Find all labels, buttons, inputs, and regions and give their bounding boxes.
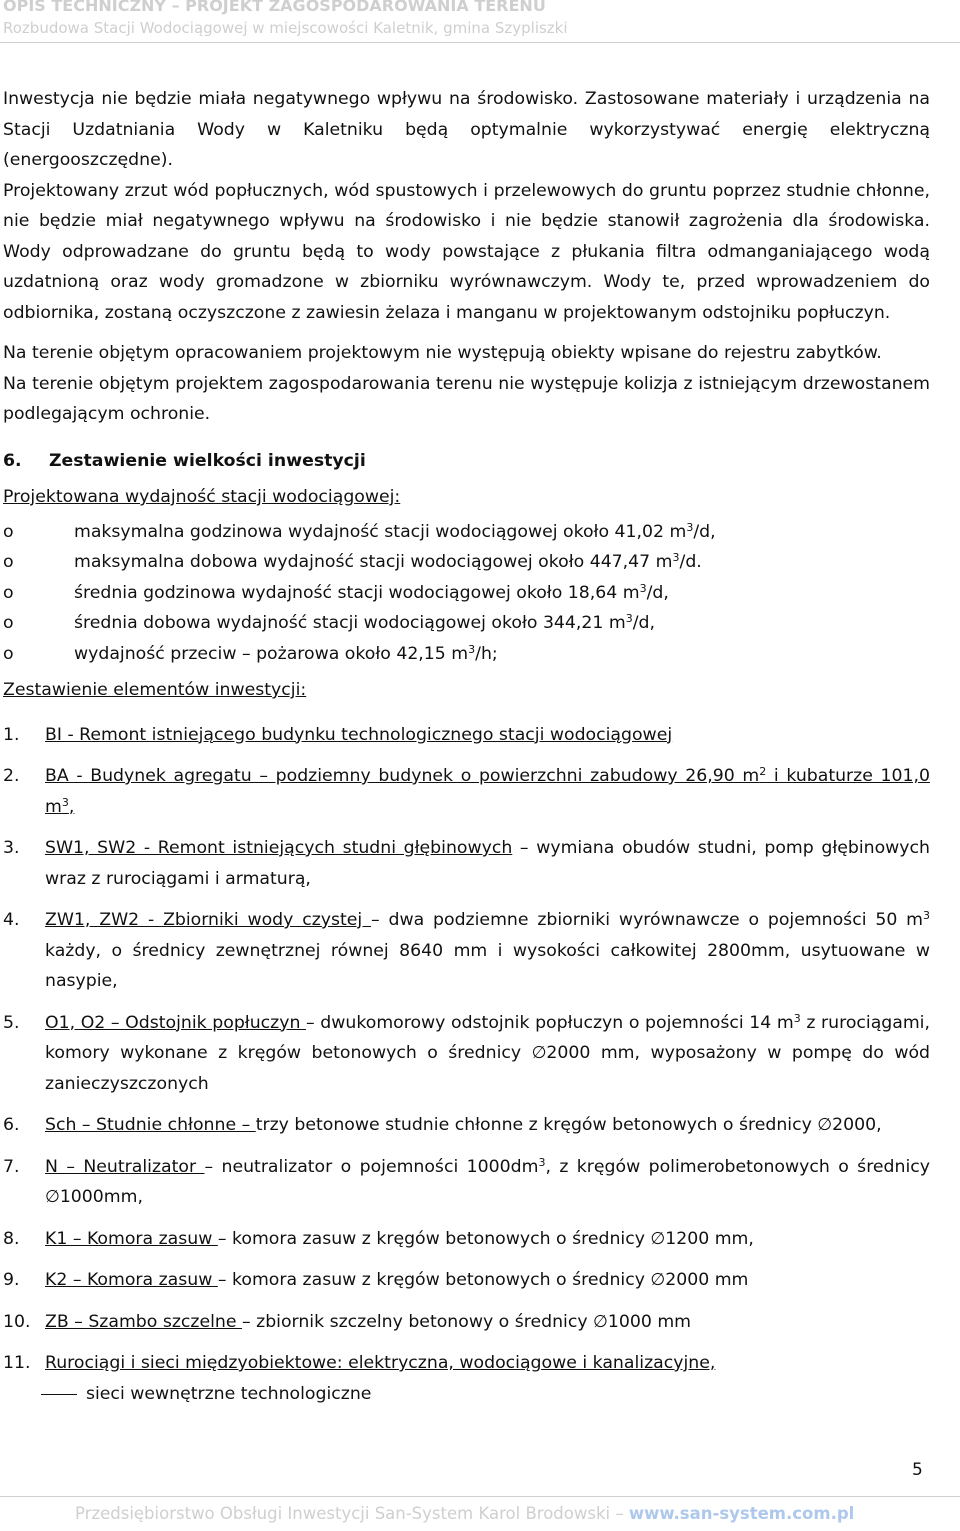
diameter-icon: ∅ bbox=[593, 1311, 608, 1332]
page-footer bbox=[0, 1496, 960, 1531]
list-item: 6. Sch – Studnie chłonne – trzy betonowe studnie chłonne z kręgów betonowych o średnicy ∅2000, bbox=[3, 1115, 882, 1135]
bullet-mark: o bbox=[3, 613, 14, 633]
elements-heading: Zestawienie elementów inwestycji: bbox=[3, 680, 307, 700]
item-label: BA - Budynek agregatu – podziemny budynek o powierzchni zabudowy 26,90 $m^2$ i kubaturze 101,0 $m^3$, bbox=[45, 765, 930, 817]
section-number: 6. bbox=[3, 450, 22, 471]
list-item: o średnia dobowa wydajność stacji wodociągowej około 344,21 $m^3/d$, bbox=[3, 608, 930, 639]
list-item: 8. K1 – Komora zasuw – komora zasuw z kręgów betonowych o średnicy ∅1200 mm, bbox=[3, 1228, 754, 1249]
list-item: 10. ZB – Szambo szczelne – zbiornik szczelny betonowy o średnicy ∅1000 mm bbox=[3, 1311, 692, 1332]
list-item: 5. O1, O2 – Odstojnik popłuczyn – dwukomorowy odstojnik popłuczyn o pojemności 14 $m^3$ z rurociągami, komory wykonane z kręgów betonowych o średnicy ∅2000 mm, wyposażony w pompę do wód zanieczyszczonych bbox=[3, 1011, 930, 1094]
list-item: o maksymalna godzinowa wydajność stacji wodociągowej około 41,02 $m^3/d$, bbox=[3, 517, 930, 548]
section-heading bbox=[3, 446, 930, 477]
dash-list-item: sieci wewnętrzne technologiczne bbox=[3, 1379, 930, 1410]
paragraph-wastewater: Projektowany zrzut wód popłucznych, wód spustowych i przelewowych do gruntu poprzez studnie chłonne, nie będzie miał negatywnego wpływu na środowisko i nie będzie stanowił zagrożenia dla środowiska. Wody odprowadzane do gruntu będą to wody powstające z płukania filtra odmanganiającego wodą uzdatnioną oraz wody gromadzone w zbiorniku wyrównawczym. Wody te, przed wprowadzeniem do odbiornika, zostaną oczyszczone z zawiesin żelaza i manganu w projektowanym odstojniku popłuczyn. bbox=[3, 180, 930, 323]
diameter-icon: ∅ bbox=[531, 1043, 547, 1063]
page-header bbox=[0, 0, 960, 43]
list-item: 1. BI - Remont istniejącego budynku technologicznego stacji wodociągowej bbox=[3, 724, 673, 745]
diameter-icon: ∅ bbox=[650, 1228, 666, 1249]
list-item: 2. BA - Budynek agregatu – podziemny budynek o powierzchni zabudowy 26,90 $m^2$ i kubaturze 101,0 $m^3$, bbox=[3, 765, 930, 817]
diameter-icon: ∅ bbox=[650, 1270, 666, 1290]
item-label: O1, O2 – Odstojnik popłuczyn bbox=[45, 1012, 307, 1033]
diameter-icon: ∅ bbox=[817, 1115, 833, 1135]
item-label: K2 – Komora zasuw bbox=[45, 1270, 218, 1290]
item-label: SW1, SW2 - Remont istniejących studni głębinowych bbox=[45, 838, 513, 858]
document-body bbox=[3, 84, 930, 1409]
bullet-mark: o bbox=[3, 521, 14, 542]
footer-text: Przedsiębiorstwo Obsługi Inwestycji San-System Karol Brodowski – www.san-system.com.pl bbox=[75, 1504, 855, 1523]
item-label: Sch – Studnie chłonne – bbox=[45, 1115, 256, 1135]
capacity-heading: Projektowana wydajność stacji wodociągowej: bbox=[3, 487, 401, 507]
list-item: 4. ZW1, ZW2 - Zbiorniki wody czystej – dwa podziemne zbiorniki wyrównawcze o pojemności 50 $m^3$ każdy, o średnicy zewnętrznej równej 8640 mm i wysokości całkowitej 2800mm, usytuowane w nasypie, bbox=[3, 909, 930, 991]
list-item: 7. N – Neutralizator – neutralizator o pojemności $1000dm^3$, z kręgów polimerobetonowych o średnicy ∅1000mm, bbox=[3, 1155, 930, 1207]
bullet-mark: o bbox=[3, 643, 14, 664]
header-title: OPIS TECHNICZNY – PROJEKT ZAGOSPODAROWANIA TERENU bbox=[3, 0, 546, 15]
item-label: N – Neutralizator bbox=[45, 1156, 205, 1177]
diameter-icon: ∅ bbox=[45, 1187, 60, 1207]
page-number: 5 bbox=[912, 1460, 923, 1480]
list-item: 11. Rurociągi i sieci międzyobiektowe: elektryczna, wodociągowe i kanalizacyjne, bbox=[3, 1353, 716, 1373]
section-title: Zestawienie wielkości inwestycji bbox=[49, 450, 366, 471]
bullet-mark: o bbox=[3, 582, 14, 603]
footer-link[interactable]: www.san-system.com.pl bbox=[628, 1504, 855, 1523]
item-label: ZW1, ZW2 - Zbiorniki wody czystej bbox=[45, 910, 372, 930]
paragraph-monuments: Na terenie objętym opracowaniem projektowym nie występują obiekty wpisane do rejestru zabytków. bbox=[3, 343, 882, 363]
elements-list bbox=[3, 720, 930, 1410]
paragraph-environment: Inwestycja nie będzie miała negatywnego wpływu na środowisko. Zastosowane materiały i urządzenia na Stacji Uzdatniania Wody w Kaletniku będą optymalnie wykorzystywać energię elektryczną (energooszczędne). bbox=[3, 89, 930, 170]
list-item: o wydajność przeciw – pożarowa około 42,15 $m^3/h$; bbox=[3, 639, 930, 670]
item-label: Rurociągi i sieci międzyobiektowe: elektryczna, wodociągowe i kanalizacyjne, bbox=[45, 1353, 716, 1373]
list-item: 3. SW1, SW2 - Remont istniejących studni głębinowych – wymiana obudów studni, pomp głębinowych wraz z rurociągami i armaturą, bbox=[3, 838, 930, 889]
paragraph-trees: Na terenie objętym projektem zagospodarowania terenu nie występuje kolizja z istniejącym drzewostanem podlegającym ochronie. bbox=[3, 373, 930, 424]
list-item: o maksymalna dobowa wydajność stacji wodociągowej około 447,47 $m^3/d$. bbox=[3, 547, 930, 578]
bullet-mark: o bbox=[3, 552, 14, 572]
capacity-list bbox=[3, 517, 930, 670]
list-item: 9. K2 – Komora zasuw – komora zasuw z kręgów betonowych o średnicy ∅2000 mm bbox=[3, 1270, 749, 1290]
header-subtitle: Rozbudowa Stacji Wodociągowej w miejscowości Kaletnik, gmina Szypliszki bbox=[3, 19, 568, 37]
item-label: K1 – Komora zasuw bbox=[45, 1228, 218, 1249]
item-label: BI - Remont istniejącego budynku technologicznego stacji wodociągowej bbox=[45, 724, 673, 745]
list-item: o średnia godzinowa wydajność stacji wodociągowej około 18,64 $m^3/d$, bbox=[3, 578, 930, 609]
dash-icon bbox=[41, 1394, 77, 1395]
item-label: ZB – Szambo szczelne bbox=[45, 1311, 242, 1332]
